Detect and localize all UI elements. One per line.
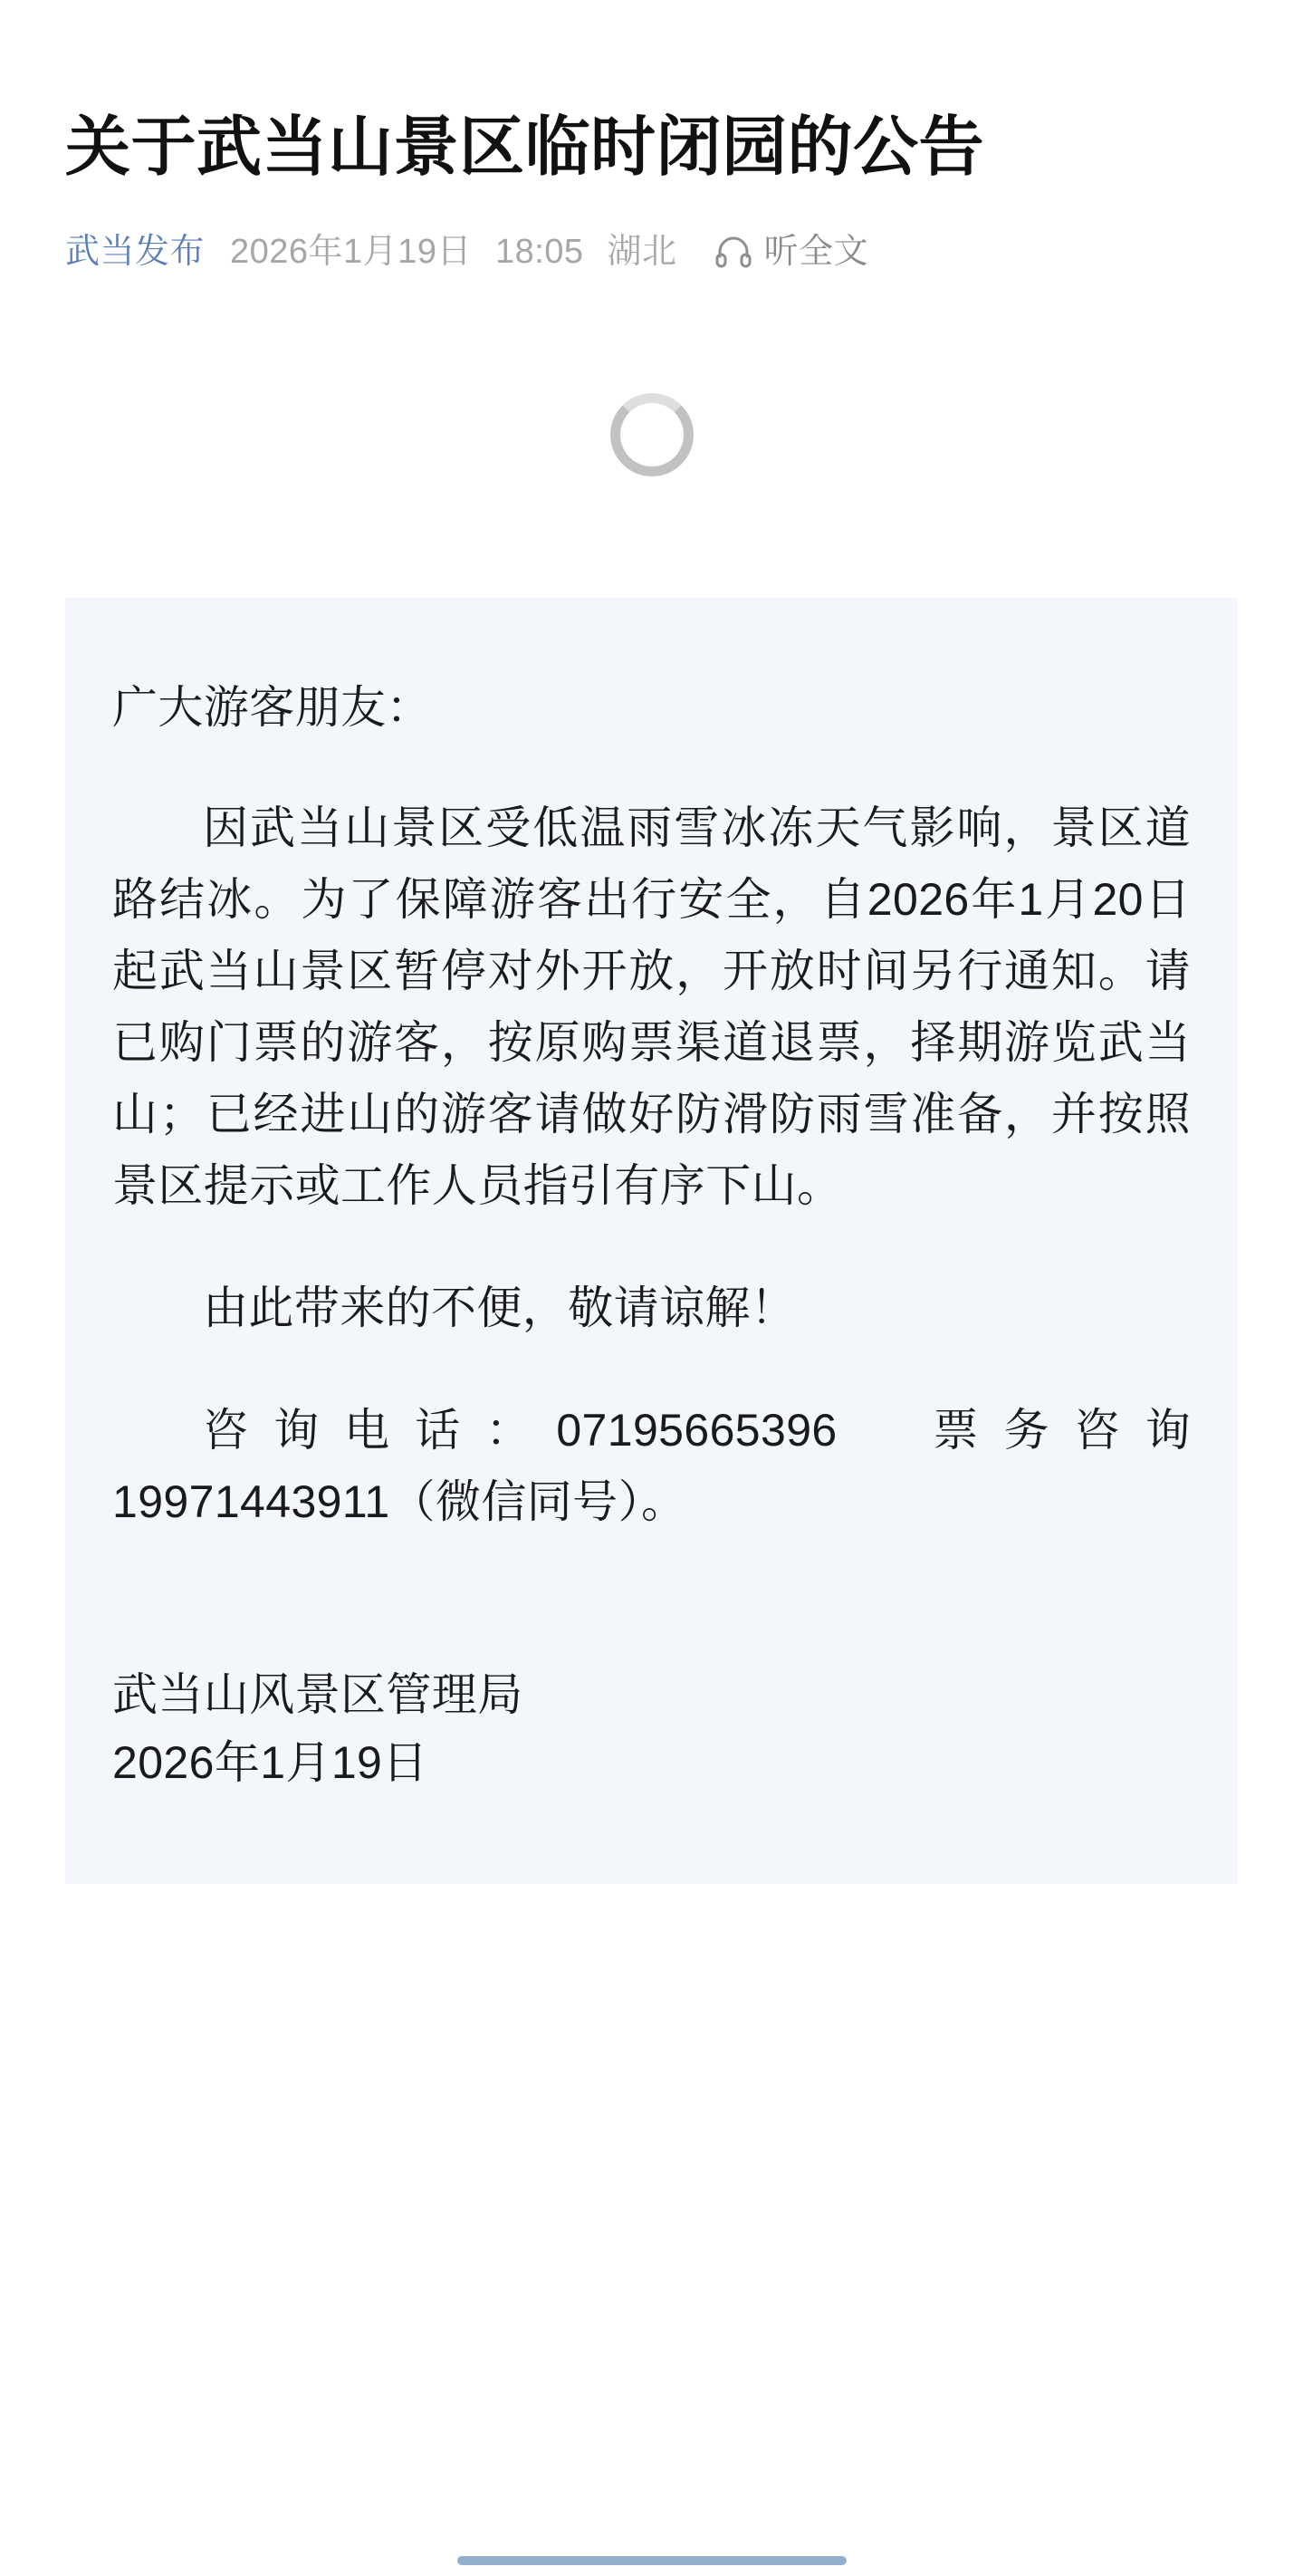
loading-spinner: [610, 393, 694, 476]
headphone-icon: [714, 232, 753, 272]
notice-salutation: 广大游客朋友：: [112, 682, 432, 733]
notice-paragraph-3: 咨询电话：07195665396 票务咨询19971443911（微信同号）。: [112, 1405, 1191, 1527]
listen-full-text-label: 听全文: [763, 233, 869, 271]
notice-body: [65, 598, 1238, 1884]
notice-paragraph-2: 由此带来的不便，敬请谅解！: [203, 1283, 797, 1333]
loading-area: [0, 272, 1303, 598]
meta-date: 2026年1月19日: [230, 233, 472, 271]
notice-paragraph-1: 因武当山景区受低温雨雪冰冻天气影响，景区道路结冰。为了保障游客出行安全，自2026年1月20日起武当山景区暂停对外开放，开放时间另行通知。请已购门票的游客，按原购票渠道退票，择期游览武当山；已经进山的游客请做好防滑防雨雪准备，并按照景区提示或工作人员指引有序下山。: [112, 803, 1191, 1211]
signature-date: 2026年1月19日: [112, 1737, 428, 1788]
notice-signature: [112, 1661, 1191, 1797]
listen-full-text-button[interactable]: [714, 232, 869, 272]
bottom-spacer: [0, 1884, 1303, 1942]
meta-time: 18:05: [494, 233, 584, 271]
article-header: [0, 0, 1303, 272]
meta-region: 湖北: [607, 233, 677, 271]
meta-source-link[interactable]: 武当发布: [65, 233, 206, 271]
signature-organization: 武当山风景区管理局: [112, 1669, 523, 1720]
page-title: 关于武当山景区临时闭园的公告: [65, 111, 985, 184]
home-indicator-area: [0, 2545, 1303, 2576]
home-indicator: [457, 2556, 847, 2565]
article-meta: [65, 232, 1238, 272]
